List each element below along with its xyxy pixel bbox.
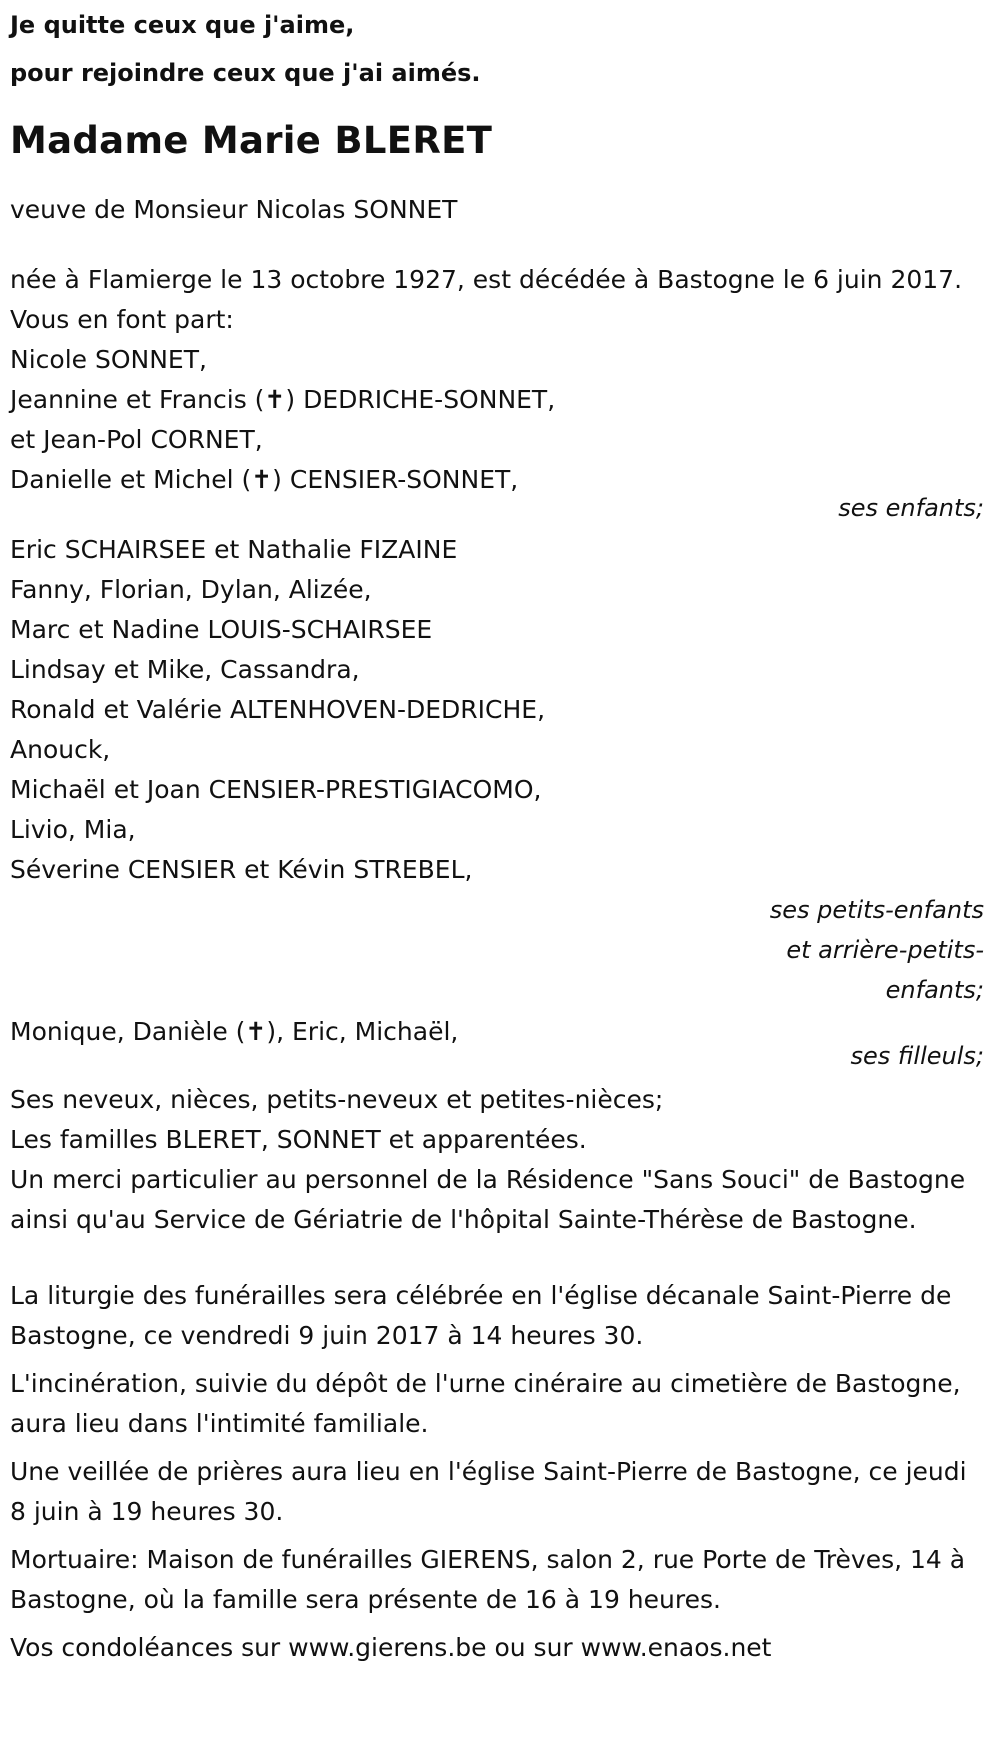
list-item: Séverine CENSIER et Kévin STREBEL, (10, 855, 473, 884)
mortuary: Mortuaire: Maison de funérailles GIERENS, salon 2, rue Porte de Trèves, 14 à Bastogne, où la famille sera présente de 16 à 19 heures. (10, 1545, 966, 1614)
godchildren-role: ses filleuls; (850, 1042, 984, 1070)
list-item: Michaël et Joan CENSIER-PRESTIGIACOMO, (10, 775, 542, 804)
grandchildren-role-line-3: enfants; (885, 976, 984, 1004)
epigraph (10, 0, 1000, 96)
liturgy: La liturgie des funérailles sera célébrée en l'église décanale Saint-Pierre de Bastogne, ce vendredi 9 juin 2017 à 14 heures 30. (10, 1281, 952, 1350)
condolences: Vos condoléances sur www.gierens.be ou sur www.enaos.net (10, 1633, 772, 1662)
vigil: Une veillée de prières aura lieu en l'église Saint-Pierre de Bastogne, ce jeudi 8 juin à 19 heures 30. (10, 1457, 967, 1526)
list-item: Livio, Mia, (10, 815, 136, 844)
nephews: Ses neveux, nièces, petits-neveux et petites-nièces; (10, 1085, 664, 1114)
list-item: Fanny, Florian, Dylan, Alizée, (10, 575, 372, 604)
list-item: Danielle et Michel (✝) CENSIER-SONNET, (10, 465, 519, 494)
grandchildren-role-line-1: ses petits-enfants (769, 896, 984, 924)
children-role: ses enfants; (838, 494, 984, 522)
list-item: Marc et Nadine LOUIS-SCHAIRSEE (10, 615, 433, 644)
grandchildren-role (10, 890, 992, 1010)
list-item: et Jean-Pol CORNET, (10, 425, 263, 454)
list-item: Nicole SONNET, (10, 345, 207, 374)
birth-death: née à Flamierge le 13 octobre 1927, est décédée à Bastogne le 6 juin 2017. (10, 265, 963, 294)
list-item: Ronald et Valérie ALTENHOVEN-DEDRICHE, (10, 695, 546, 724)
list-item: Eric SCHAIRSEE et Nathalie FIZAINE (10, 535, 458, 564)
announcement-intro: Vous en font part: (10, 305, 234, 334)
widow-of: veuve de Monsieur Nicolas SONNET (10, 195, 458, 224)
godchildren: Monique, Danièle (✝), Eric, Michaël, (10, 1017, 459, 1046)
families: Les familles BLERET, SONNET et apparentées. (10, 1125, 587, 1154)
list-item: Anouck, (10, 735, 111, 764)
thanks: Un merci particulier au personnel de la Résidence "Sans Souci" de Bastogne ainsi qu'au Service de Gériatrie de l'hôpital Sainte-Thérèse de Bastogne. (10, 1165, 966, 1234)
list-item: Lindsay et Mike, Cassandra, (10, 655, 360, 684)
grandchildren-list (10, 530, 1000, 890)
children-list (10, 340, 1000, 500)
cremation: L'incinération, suivie du dépôt de l'urne cinéraire au cimetière de Bastogne, aura lieu dans l'intimité familiale. (10, 1369, 961, 1438)
grandchildren-role-line-2: et arrière-petits- (786, 936, 984, 964)
deceased-name: Madame Marie BLERET (10, 119, 493, 162)
epigraph-line-1: Je quitte ceux que j'aime, (10, 11, 355, 39)
list-item: Jeannine et Francis (✝) DEDRICHE-SONNET, (10, 385, 556, 414)
epigraph-line-2: pour rejoindre ceux que j'ai aimés. (10, 59, 481, 87)
